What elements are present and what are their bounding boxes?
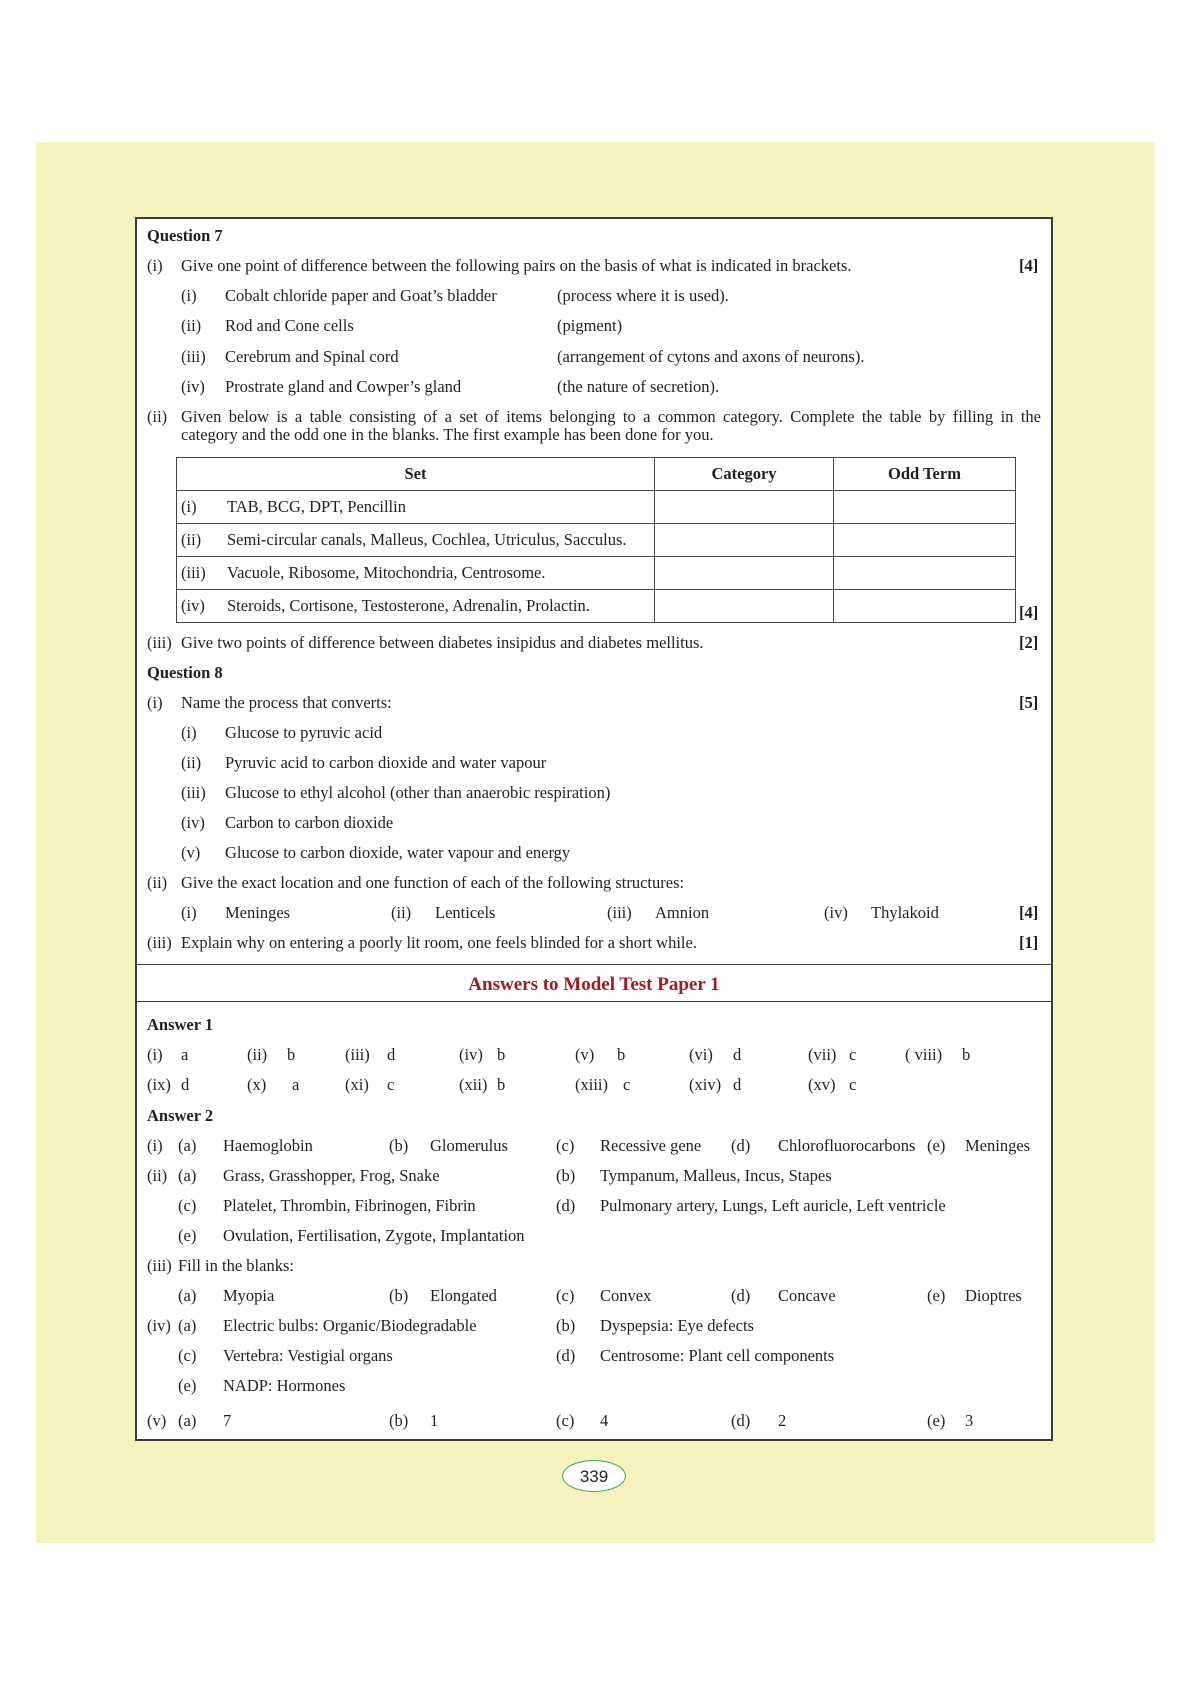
answer-text: Tympanum, Malleus, Incus, Stapes [600, 1166, 832, 1185]
answer-letter: (a) [178, 1411, 197, 1430]
answer-num: (x) [247, 1075, 267, 1094]
answer-1-title: Answer 1 [147, 1015, 214, 1034]
question-7-title: Question 7 [147, 226, 223, 245]
a2-iii-text: Fill in the blanks: [178, 1256, 294, 1275]
answer-choice: c [387, 1075, 395, 1094]
a2-ii-num: (ii) [147, 1166, 168, 1185]
list-item-text: Glucose to pyruvic acid [225, 723, 383, 742]
answer-num: (ix) [147, 1075, 171, 1094]
answer-text: Platelet, Thrombin, Fibrinogen, Fibrin [223, 1196, 476, 1215]
answer-text: 2 [778, 1411, 787, 1430]
q8-i-num: (i) [147, 693, 163, 712]
answer-text: Centrosome: Plant cell components [600, 1346, 835, 1365]
answer-letter: (a) [178, 1136, 197, 1155]
question-8-title: Question 8 [147, 663, 223, 682]
answer-letter: (d) [556, 1196, 576, 1215]
list-item-basis: (process where it is used). [557, 286, 729, 305]
answer-num: (iv) [459, 1045, 483, 1064]
list-item-num: (iv) [181, 813, 205, 832]
row-set: Semi-circular canals, Malleus, Cochlea, Utriculus, Sacculus. [227, 530, 627, 549]
odd-term-blank[interactable] [834, 524, 1016, 557]
answer-text: Haemoglobin [223, 1136, 313, 1155]
answer-letter: (c) [556, 1286, 575, 1305]
list-item-text: Pyruvic acid to carbon dioxide and water vapour [225, 753, 547, 772]
list-item-text: Lenticels [435, 903, 496, 922]
answer-letter: (a) [178, 1316, 197, 1335]
q8-ii-num: (ii) [147, 873, 168, 892]
answer-choice: b [497, 1075, 506, 1094]
row-num: (iv) [181, 596, 205, 615]
header-set: Set [177, 458, 655, 491]
answer-letter: (e) [178, 1226, 197, 1245]
answer-text: NADP: Hormones [223, 1376, 346, 1395]
category-table [176, 457, 1016, 623]
answer-letter: (b) [389, 1286, 409, 1305]
answer-num: (vii) [808, 1045, 837, 1064]
answer-choice: b [617, 1045, 626, 1064]
category-blank[interactable] [655, 491, 834, 524]
list-item-pair: Cobalt chloride paper and Goat’s bladder [225, 286, 497, 305]
answer-letter: (a) [178, 1166, 197, 1185]
answer-choice: b [962, 1045, 971, 1064]
answer-num: (xv) [808, 1075, 836, 1094]
table-row [177, 524, 1016, 557]
answer-letter: (a) [178, 1286, 197, 1305]
list-item-num: (i) [181, 723, 197, 742]
list-item-text: Meninges [225, 903, 291, 922]
answer-num: (xi) [345, 1075, 369, 1094]
row-set: Steroids, Cortisone, Testosterone, Adrenalin, Prolactin. [227, 596, 590, 615]
answer-letter: (d) [731, 1136, 751, 1155]
list-item-text: Glucose to carbon dioxide, water vapour and energy [225, 843, 571, 862]
answer-2-title: Answer 2 [147, 1106, 214, 1125]
list-item-text: Thylakoid [871, 903, 939, 922]
list-item-num: (iv) [824, 903, 848, 922]
list-item-text: Glucose to ethyl alcohol (other than anaerobic respiration) [225, 783, 611, 802]
answer-letter: (e) [927, 1286, 946, 1305]
answer-choice: c [623, 1075, 631, 1094]
q7-ii-num: (ii) [147, 407, 168, 426]
answer-choice: c [849, 1075, 857, 1094]
odd-term-blank[interactable] [834, 590, 1016, 623]
list-item-num: (iii) [607, 903, 632, 922]
row-set: Vacuole, Ribosome, Mitochondria, Centrosome. [227, 563, 546, 582]
answer-text: Meninges [965, 1136, 1031, 1155]
answer-text: Recessive gene [600, 1136, 702, 1155]
q8-ii-marks: [4] [1019, 903, 1039, 922]
answer-letter: (b) [556, 1166, 576, 1185]
answer-text: Pulmonary artery, Lungs, Left auricle, Left ventricle [600, 1196, 946, 1215]
q7-i-num: (i) [147, 256, 163, 275]
list-item-basis: (the nature of secretion). [557, 377, 720, 396]
list-item-num: (ii) [181, 316, 202, 335]
answer-text: Grass, Grasshopper, Frog, Snake [223, 1166, 440, 1185]
list-item-text: Carbon to carbon dioxide [225, 813, 394, 832]
row-num: (iii) [181, 563, 206, 582]
content-box [135, 217, 1053, 1441]
answer-letter: (e) [927, 1136, 946, 1155]
list-item-num: (iii) [181, 347, 206, 366]
q8-iii-text: Explain why on entering a poorly lit room, one feels blinded for a short while. [181, 933, 697, 952]
q8-i-text: Name the process that converts: [181, 693, 392, 712]
row-set: TAB, BCG, DPT, Pencillin [227, 497, 406, 516]
list-item-num: (i) [181, 903, 197, 922]
answer-text: Vertebra: Vestigial organs [223, 1346, 393, 1365]
answer-num: (i) [147, 1045, 163, 1064]
list-item-num: (iv) [181, 377, 205, 396]
answer-choice: b [497, 1045, 506, 1064]
answer-text: Glomerulus [430, 1136, 508, 1155]
answer-letter: (b) [389, 1411, 409, 1430]
answer-letter: (b) [389, 1136, 409, 1155]
category-blank[interactable] [655, 590, 834, 623]
answer-text: Ovulation, Fertilisation, Zygote, Implantation [223, 1226, 525, 1245]
divider [137, 964, 1051, 965]
answer-letter: (c) [556, 1136, 575, 1155]
answer-text: Dyspepsia: Eye defects [600, 1316, 754, 1335]
list-item-text: Amnion [655, 903, 710, 922]
odd-term-blank[interactable] [834, 491, 1016, 524]
q7-iii-text: Give two points of difference between diabetes insipidus and diabetes mellitus. [181, 633, 704, 652]
answer-text: 1 [430, 1411, 439, 1430]
list-item-pair: Cerebrum and Spinal cord [225, 347, 399, 366]
row-num: (ii) [181, 530, 202, 549]
list-item-num: (iii) [181, 783, 206, 802]
q7-ii-marks: [4] [1019, 603, 1039, 622]
q7-ii-line2: category and the odd one in the blanks. The first example has been done for you. [181, 425, 714, 444]
answer-num: ( viii) [905, 1045, 943, 1064]
answer-letter: (d) [731, 1411, 751, 1430]
answer-num: (vi) [689, 1045, 713, 1064]
list-item-pair: Rod and Cone cells [225, 316, 354, 335]
answers-title: Answers to Model Test Paper 1 [468, 974, 720, 995]
answer-text: Dioptres [965, 1286, 1022, 1305]
answer-choice: d [733, 1045, 742, 1064]
q8-iii-num: (iii) [147, 933, 172, 952]
list-item-num: (v) [181, 843, 201, 862]
answer-text: Electric bulbs: Organic/Biodegradable [223, 1316, 477, 1335]
table-row [177, 491, 1016, 524]
answer-text: Chlorofluorocarbons [778, 1136, 916, 1155]
category-blank[interactable] [655, 524, 834, 557]
answer-text: Convex [600, 1286, 652, 1305]
answer-num: (xiv) [689, 1075, 722, 1094]
answer-choice: a [292, 1075, 300, 1094]
answer-letter: (b) [556, 1316, 576, 1335]
list-item-num: (ii) [181, 753, 202, 772]
header-category: Category [655, 458, 834, 491]
answer-text: 3 [965, 1411, 974, 1430]
answer-letter: (d) [731, 1286, 751, 1305]
answer-choice: d [733, 1075, 742, 1094]
answer-letter: (e) [927, 1411, 946, 1430]
header-odd-term: Odd Term [834, 458, 1016, 491]
answer-num: (ii) [247, 1045, 268, 1064]
answer-choice: c [849, 1045, 857, 1064]
answer-choice: d [387, 1045, 396, 1064]
answer-num: (xii) [459, 1075, 488, 1094]
q8-i-marks: [5] [1019, 693, 1039, 712]
table-row [177, 590, 1016, 623]
odd-term-blank[interactable] [834, 557, 1016, 590]
list-item-basis: (pigment) [557, 316, 623, 335]
answer-num: (v) [575, 1045, 595, 1064]
answer-text: 7 [223, 1411, 232, 1430]
answer-letter: (c) [178, 1346, 197, 1365]
list-item-num: (i) [181, 286, 197, 305]
page-number: 339 [562, 1460, 626, 1492]
q7-iii-num: (iii) [147, 633, 172, 652]
answer-letter: (d) [556, 1346, 576, 1365]
answer-num: (xiii) [575, 1075, 608, 1094]
answer-num: (iii) [345, 1045, 370, 1064]
a2-iii-num: (iii) [147, 1256, 172, 1275]
divider [137, 1001, 1051, 1002]
row-num: (i) [181, 497, 197, 516]
list-item-pair: Prostrate gland and Cowper’s gland [225, 377, 462, 396]
answer-text: Concave [778, 1286, 836, 1305]
q8-iii-marks: [1] [1019, 933, 1039, 952]
list-item-num: (ii) [391, 903, 412, 922]
answer-text: 4 [600, 1411, 609, 1430]
answer-text: Myopia [223, 1286, 275, 1305]
q7-i-marks: [4] [1019, 256, 1039, 275]
list-item-basis: (arrangement of cytons and axons of neurons). [557, 347, 865, 366]
q7-iii-marks: [2] [1019, 633, 1039, 652]
a2-i-num: (i) [147, 1136, 163, 1155]
answer-letter: (c) [178, 1196, 197, 1215]
table-header-row [177, 458, 1016, 491]
category-blank[interactable] [655, 557, 834, 590]
q7-i-text: Give one point of difference between the following pairs on the basis of what is indicated in brackets. [181, 256, 852, 275]
answer-choice: a [181, 1045, 189, 1064]
q7-ii-line1: Given below is a table consisting of a set of items belonging to a common category. Complete the table by filling in the [181, 407, 1041, 426]
answer-text: Elongated [430, 1286, 497, 1305]
answer-letter: (c) [556, 1411, 575, 1430]
a2-iv-num: (iv) [147, 1316, 171, 1335]
answer-choice: b [287, 1045, 296, 1064]
table-row [177, 557, 1016, 590]
answer-choice: d [181, 1075, 190, 1094]
a2-v-num: (v) [147, 1411, 167, 1430]
q8-ii-text: Give the exact location and one function of each of the following structures: [181, 873, 685, 892]
answer-letter: (e) [178, 1376, 197, 1395]
